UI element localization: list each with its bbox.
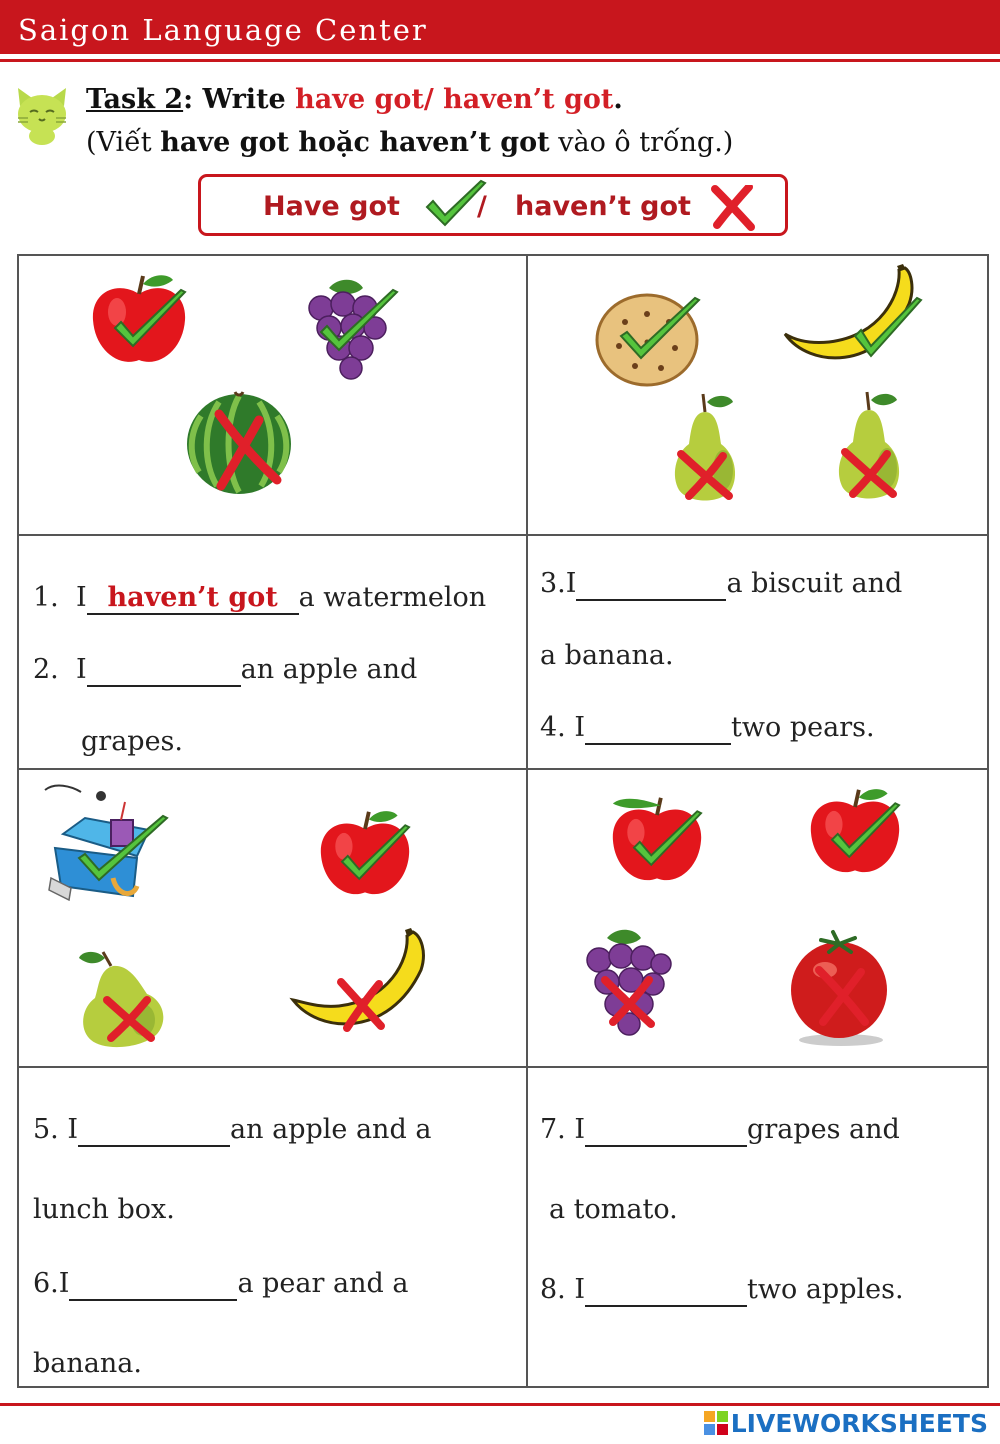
answer-blank-4[interactable]	[585, 712, 731, 745]
sentence-8-rest: two apples.	[747, 1274, 904, 1305]
pear-icon	[77, 948, 173, 1048]
answer-blank-3[interactable]	[576, 568, 726, 601]
task-heading	[86, 84, 623, 115]
sentence-3-number: 3.	[540, 568, 566, 599]
grid-divider-row3	[19, 1066, 987, 1068]
header-divider	[0, 59, 1000, 62]
answer-blank-1[interactable]	[87, 582, 299, 615]
legend-box	[198, 174, 788, 236]
apple-icon	[313, 808, 417, 900]
sentence-8	[540, 1274, 904, 1307]
legend-have-got: Have got	[263, 191, 400, 222]
banana-icon	[289, 930, 433, 1038]
biscuit-icon	[595, 292, 703, 386]
exercise-grid	[17, 254, 989, 1388]
task-translation	[86, 127, 733, 158]
legend-slash: /	[477, 191, 487, 222]
banana-icon	[779, 264, 923, 372]
translation-rest: vào ô trống.)	[549, 127, 734, 158]
apple-icon	[87, 272, 191, 368]
sentence-5-rest: an apple and a	[230, 1114, 432, 1145]
tomato-icon	[785, 930, 893, 1048]
watermelon-icon	[185, 390, 293, 494]
footer-logo-text: LIVEWORKSHEETS	[730, 1408, 988, 1438]
sentence-7-subject: I	[574, 1114, 586, 1145]
sentence-4	[540, 712, 875, 745]
sentence-7-rest: grapes and	[747, 1114, 900, 1145]
sentence-4-number: 4.	[540, 712, 566, 743]
sentence-6-rest: a pear and a	[237, 1268, 409, 1299]
sentence-6-subject: I	[58, 1268, 70, 1299]
answer-1-text: haven’t got	[107, 582, 278, 613]
sentence-2-subject: I	[75, 654, 87, 685]
sentence-3-rest: a biscuit and	[726, 568, 903, 599]
sentence-6	[33, 1268, 408, 1301]
sentence-3	[540, 568, 902, 601]
answer-blank-8[interactable]	[585, 1274, 747, 1307]
sentence-7-number: 7.	[540, 1114, 566, 1145]
translation-bold: have got hoặc haven’t got	[160, 127, 550, 158]
task-instruction: : Write	[183, 84, 296, 115]
sentence-6-number: 6.	[33, 1268, 59, 1299]
cross-mark-icon	[709, 185, 757, 231]
grid-divider-row1	[19, 534, 987, 536]
answer-blank-6[interactable]	[69, 1268, 237, 1301]
sentence-5-subject: I	[67, 1114, 79, 1145]
brand-title: Saigon Language Center	[18, 13, 428, 47]
sentence-5	[33, 1114, 431, 1147]
sentence-2-rest: an apple and	[240, 654, 418, 685]
grid-divider-vertical	[526, 256, 528, 1386]
sentence-7-continuation: a tomato.	[549, 1194, 678, 1225]
sentence-5-number: 5.	[33, 1114, 59, 1145]
task-period: .	[613, 84, 623, 115]
grapes-icon	[581, 926, 673, 1036]
sentence-8-number: 8.	[540, 1274, 566, 1305]
answer-blank-7[interactable]	[585, 1114, 747, 1147]
grid-divider-row2	[19, 768, 987, 770]
lunch-box-icon	[41, 778, 169, 910]
sentence-3-subject: I	[565, 568, 577, 599]
header-bar	[0, 0, 1000, 54]
sentence-8-subject: I	[574, 1274, 586, 1305]
sentence-2-continuation: grapes.	[81, 726, 183, 757]
sentence-4-rest: two pears.	[731, 712, 875, 743]
sentence-2-number: 2.	[33, 654, 59, 685]
legend-havent-got: haven’t got	[515, 191, 691, 222]
sentence-1-rest: a watermelon	[298, 582, 487, 613]
pear-icon	[831, 390, 907, 502]
sentence-1-number: 1.	[33, 582, 59, 613]
sentence-1-subject: I	[75, 582, 87, 613]
sentence-3-continuation: a banana.	[540, 640, 674, 671]
sentence-5-continuation: lunch box.	[33, 1194, 175, 1225]
grapes-icon	[299, 276, 399, 380]
sentence-1	[33, 582, 486, 615]
sentence-2	[33, 654, 417, 687]
apple-icon	[803, 786, 907, 878]
cat-mascot-icon	[12, 84, 72, 146]
translation-open: (Viết	[86, 127, 161, 158]
answer-blank-2[interactable]	[87, 654, 241, 687]
answer-blank-5[interactable]	[78, 1114, 230, 1147]
pear-icon	[667, 392, 743, 504]
footer-brand[interactable]	[704, 1406, 988, 1440]
task-label: Task 2	[86, 84, 184, 115]
sentence-7	[540, 1114, 900, 1147]
apple-icon	[605, 794, 709, 886]
liveworksheets-logo-icon	[704, 1411, 728, 1435]
sentence-4-subject: I	[574, 712, 586, 743]
sentence-6-continuation: banana.	[33, 1348, 142, 1379]
task-target-words: have got/ haven’t got	[295, 84, 614, 115]
